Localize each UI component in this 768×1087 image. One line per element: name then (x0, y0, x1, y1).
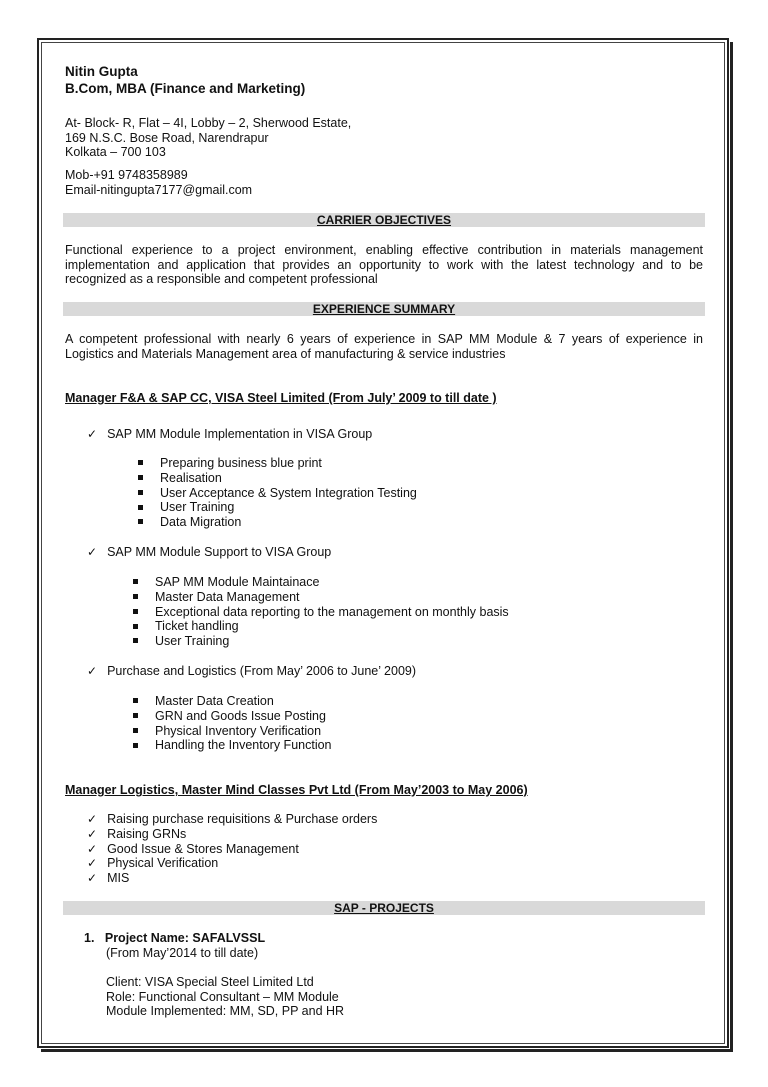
project-name: Project Name: SAFALVSSL (104, 931, 266, 945)
list-item: User Acceptance & System Integration Testing (138, 486, 417, 501)
list-item: User Training (133, 634, 509, 649)
list-item: ✓ MIS (87, 871, 130, 886)
job-title-visa-steel: Manager F&A & SAP CC, VISA Steel Limited (From July’ 2009 to till date ) (65, 391, 497, 405)
job1-group-2 (87, 545, 331, 559)
project-number: 1. (84, 931, 95, 945)
square-bullet-icon (133, 638, 138, 643)
group-label: Purchase and Logistics (From May’ 2006 to June’ 2009) (107, 664, 417, 678)
check-icon: ✓ (87, 545, 98, 559)
mobile-number: Mob-+91 9748358989 (65, 168, 188, 182)
experience-line: A competent professional with nearly 6 years of experience in SAP MM Module & 7 years of experience in (65, 332, 703, 346)
square-bullet-icon (133, 743, 138, 748)
list-item: Master Data Management (133, 590, 509, 605)
address-line: 169 N.S.C. Bose Road, Narendrapur (65, 130, 269, 145)
address-line: Kolkata – 700 103 (65, 145, 166, 160)
candidate-degree: B.Com, MBA (Finance and Marketing) (65, 81, 306, 96)
experience-paragraph (65, 332, 703, 361)
square-bullet-icon (133, 579, 138, 584)
list-item: Master Data Creation (133, 694, 332, 709)
email-address: Email-nitingupta7177@gmail.com (65, 182, 253, 197)
objectives-line: recognized as a responsible and competent professional (65, 272, 378, 287)
job2-list (87, 812, 377, 886)
project-modules: Module Implemented: MM, SD, PP and HR (106, 1004, 345, 1019)
job1-group-1 (87, 427, 372, 441)
square-bullet-icon (138, 519, 143, 524)
square-bullet-icon (133, 728, 138, 733)
square-bullet-icon (138, 475, 143, 480)
check-icon: ✓ (87, 812, 98, 826)
project-heading (84, 931, 265, 945)
check-icon: ✓ (87, 664, 98, 678)
list-item: ✓ Raising GRNs (87, 826, 187, 841)
project-period: (From May’2014 to till date) (106, 946, 259, 960)
square-bullet-icon (133, 698, 138, 703)
check-icon: ✓ (87, 871, 98, 886)
objectives-paragraph (65, 243, 703, 287)
group-label: SAP MM Module Implementation in VISA Group (107, 427, 373, 441)
section-header-objectives: CARRIER OBJECTIVES (63, 213, 705, 227)
list-item: Handling the Inventory Function (133, 738, 332, 753)
candidate-name: Nitin Gupta (65, 64, 138, 79)
list-item: Physical Inventory Verification (133, 724, 332, 739)
group-label: SAP MM Module Support to VISA Group (107, 545, 332, 559)
check-icon: ✓ (87, 856, 98, 871)
square-bullet-icon (138, 490, 143, 495)
list-item: ✓ Raising purchase requisitions & Purchase orders (87, 812, 378, 826)
check-icon: ✓ (87, 826, 98, 841)
section-header-projects: SAP - PROJECTS (63, 901, 705, 915)
list-item: Exceptional data reporting to the management on monthly basis (133, 605, 509, 620)
square-bullet-icon (138, 460, 143, 465)
job1-group-1-list (138, 456, 417, 530)
check-icon: ✓ (87, 427, 98, 441)
job1-group-2-list (133, 575, 509, 649)
project-client: Client: VISA Special Steel Limited Ltd (106, 975, 314, 989)
square-bullet-icon (133, 609, 138, 614)
address-line: At- Block- R, Flat – 4I, Lobby – 2, Sherwood Estate, (65, 116, 352, 130)
job1-group-3 (87, 664, 416, 678)
list-item: SAP MM Module Maintainace (133, 575, 509, 590)
project-role: Role: Functional Consultant – MM Module (106, 989, 339, 1004)
square-bullet-icon (133, 594, 138, 599)
contact-block (65, 168, 252, 197)
square-bullet-icon (138, 505, 143, 510)
job1-group-3-list (133, 694, 332, 753)
job-title-master-mind: Manager Logistics, Master Mind Classes Pvt Ltd (From May’2003 to May 2006) (65, 783, 528, 797)
section-header-experience: EXPERIENCE SUMMARY (63, 302, 705, 316)
list-item: Ticket handling (133, 619, 509, 634)
objectives-line: implementation and application that provides an opportunity to work with the latest technology and to be (65, 257, 703, 272)
list-item: Preparing business blue print (138, 456, 417, 471)
list-item: ✓ Physical Verification (87, 856, 219, 871)
list-item: Data Migration (138, 515, 417, 530)
square-bullet-icon (133, 713, 138, 718)
objectives-line: Functional experience to a project environment, enabling effective contribution in materials management (65, 243, 703, 257)
project-details (106, 975, 344, 1019)
check-icon: ✓ (87, 841, 98, 856)
list-item: User Training (138, 500, 417, 515)
square-bullet-icon (133, 624, 138, 629)
list-item: Realisation (138, 471, 417, 486)
experience-line: Logistics and Materials Management area of manufacturing & service industries (65, 346, 506, 361)
address-block (65, 116, 351, 160)
list-item: GRN and Goods Issue Posting (133, 709, 332, 724)
list-item: ✓ Good Issue & Stores Management (87, 841, 299, 856)
